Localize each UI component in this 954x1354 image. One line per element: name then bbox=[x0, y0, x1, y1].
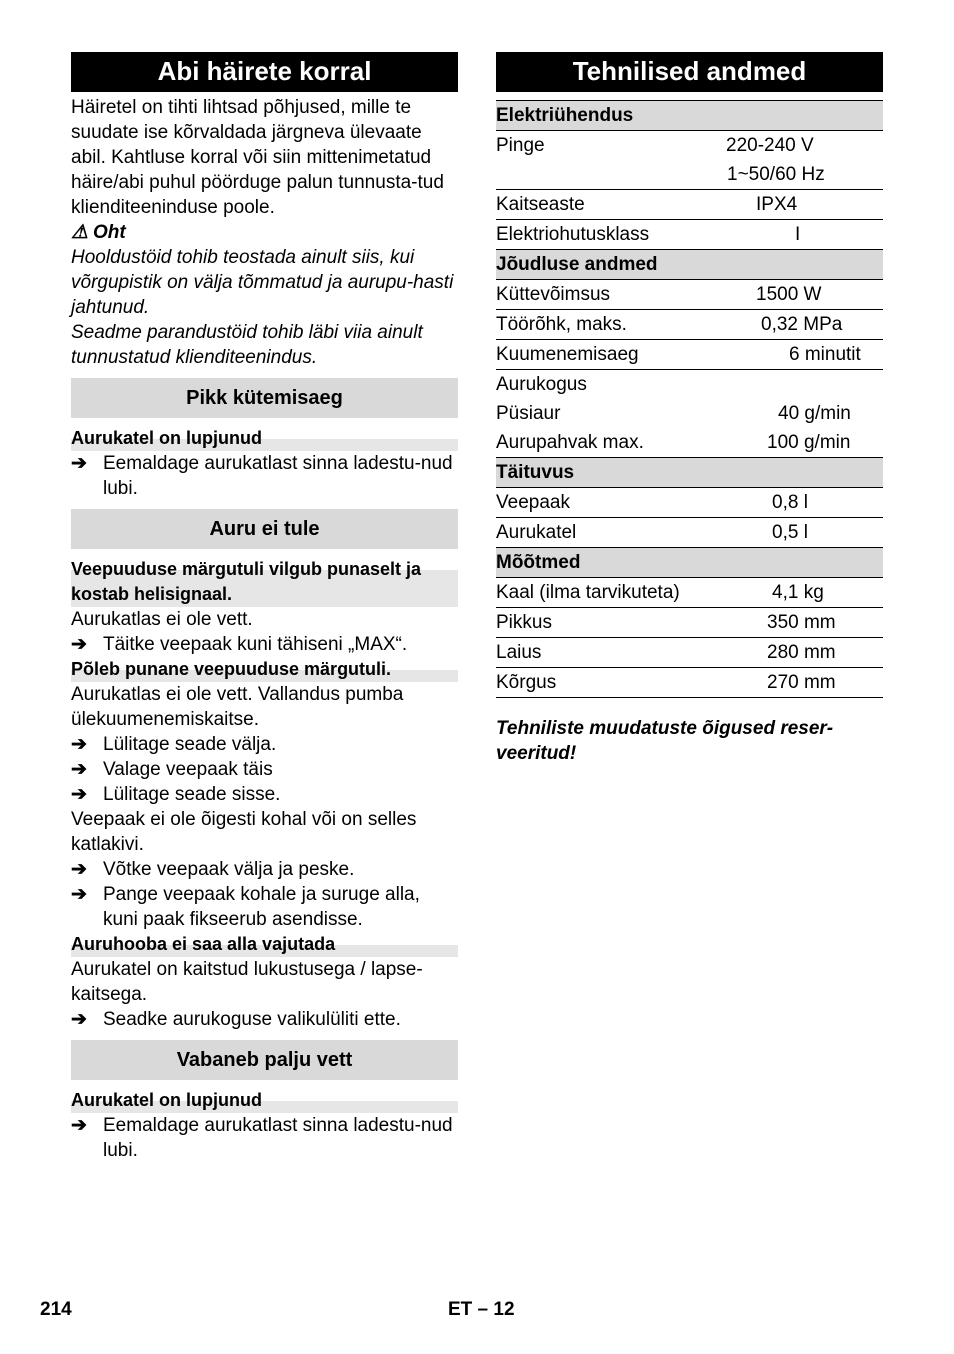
table-row: Kuumenemisaeg 6 minutit bbox=[496, 340, 883, 370]
technical-data-column bbox=[496, 52, 883, 766]
cause-text: Aurukatel on kaitstud lukustusega / lapse-kaitsega. bbox=[71, 959, 423, 1005]
list-item: ➔ Lülitage seade välja. bbox=[71, 732, 458, 757]
table-row: Kõrgus 270 mm bbox=[496, 668, 883, 698]
arrow-icon bbox=[71, 1007, 103, 1032]
cause-text: Aurukatlas ei ole vett. bbox=[71, 609, 253, 630]
section-heading: Pikk kütemisaeg bbox=[71, 378, 458, 418]
table-row: Aurupahvak max. 100 g/min bbox=[496, 428, 883, 458]
table-row: Aurukogus bbox=[496, 374, 587, 395]
table-row: Aurukatel 0,5 l bbox=[496, 518, 883, 548]
list-item: ➔ Pange veepaak kohale ja suruge alla, kuni paak fikseerub asendisse. bbox=[71, 882, 458, 932]
list-item: ➔ Võtke veepaak välja ja peske. bbox=[71, 857, 458, 882]
list-item: ➔ Täitke veepaak kuni tähiseni „MAX“. bbox=[71, 632, 458, 657]
arrow-icon bbox=[71, 782, 103, 807]
table-category-row: Jõudluse andmed bbox=[496, 250, 883, 280]
table-row: Elektriohutusklass I bbox=[496, 220, 883, 250]
sub-heading: Aurukatel on lupjunud bbox=[71, 426, 458, 451]
page-number: 214 bbox=[40, 1299, 72, 1320]
arrow-icon bbox=[71, 1113, 103, 1163]
arrow-icon bbox=[71, 857, 103, 882]
table-row: Kaitseaste IPX4 bbox=[496, 190, 883, 220]
table-row: Pikkus 350 mm bbox=[496, 608, 883, 638]
troubleshooting-column bbox=[71, 52, 458, 1163]
section-heading: Vabaneb palju vett bbox=[71, 1040, 458, 1080]
sub-heading: Aurukatel on lupjunud bbox=[71, 1088, 458, 1113]
table-row: 1~50/60 Hz bbox=[496, 160, 883, 190]
table-row: Pinge 220-240 V bbox=[496, 135, 814, 156]
sub-heading: Auruhooba ei saa alla vajutada bbox=[71, 932, 458, 957]
arrow-icon bbox=[71, 882, 103, 932]
intro-text: Häiretel on tihti lihtsad põhjused, mille te suudate ise kõrvaldada järgneva ülevaate abil. Kahtluse korral või siin mittenimetatud häire/abi puhul pöörduge palun tunnusta-tud klienditeeninduse poole. bbox=[71, 97, 444, 218]
warning-text: Seadme parandustöid tohib läbi viia ainult tunnustatud klienditeenindus. bbox=[71, 322, 423, 368]
table-row: Töörõhk, maks. 0,32 MPa bbox=[496, 310, 883, 340]
list-item: ➔ Lülitage seade sisse. bbox=[71, 782, 458, 807]
language-page-label: ET – 12 bbox=[448, 1299, 515, 1320]
warning-heading bbox=[71, 220, 458, 245]
table-category-row: Mõõtmed bbox=[496, 548, 883, 578]
list-item: ➔ Valage veepaak täis bbox=[71, 757, 458, 782]
list-item: ➔ Eemaldage aurukatlast sinna ladestu-nud lubi. bbox=[71, 1113, 458, 1163]
troubleshooting-title: Abi häirete korral bbox=[71, 52, 458, 92]
warning-triangle-icon: ⚠ bbox=[71, 222, 89, 243]
sub-heading: Põleb punane veepuuduse märgutuli. bbox=[71, 657, 458, 682]
table-row: Püsiaur 40 g/min bbox=[496, 403, 851, 424]
sub-heading: Veepuuduse märgutuli vilgub punaselt ja kostab helisignaal. bbox=[71, 557, 458, 607]
warning-text: Hooldustöid tohib teostada ainult siis, kui võrgupistik on välja tõmmatud ja aurupu-hasti jahtunud. bbox=[71, 247, 454, 318]
table-row: Küttevõimsus 1500 W bbox=[496, 280, 883, 310]
table-category-row: Täituvus bbox=[496, 458, 883, 488]
arrow-icon bbox=[71, 451, 103, 501]
arrow-icon bbox=[71, 732, 103, 757]
cause-text: Veepaak ei ole õigesti kohal või on selles katlakivi. bbox=[71, 809, 417, 855]
arrow-icon bbox=[71, 632, 103, 657]
arrow-icon bbox=[71, 757, 103, 782]
table-row: Kaal (ilma tarvikuteta) 4,1 kg bbox=[496, 578, 883, 608]
table-row: Veepaak 0,8 l bbox=[496, 488, 883, 518]
table-row: Laius 280 mm bbox=[496, 638, 883, 668]
table-category-row: Elektriühendus bbox=[496, 101, 883, 131]
list-item: ➔ Eemaldage aurukatlast sinna ladestu-nud lubi. bbox=[71, 451, 458, 501]
rights-note: Tehniliste muudatuste õigused reser-veeritud! bbox=[496, 718, 834, 764]
technical-data-table bbox=[496, 100, 883, 698]
section-heading: Auru ei tule bbox=[71, 509, 458, 549]
technical-data-title: Tehnilised andmed bbox=[496, 52, 883, 92]
warning-label: Oht bbox=[93, 222, 126, 243]
list-item: ➔ Seadke aurukoguse valikulüliti ette. bbox=[71, 1007, 458, 1032]
cause-text: Aurukatlas ei ole vett. Vallandus pumba ülekuumenemiskaitse. bbox=[71, 684, 404, 730]
